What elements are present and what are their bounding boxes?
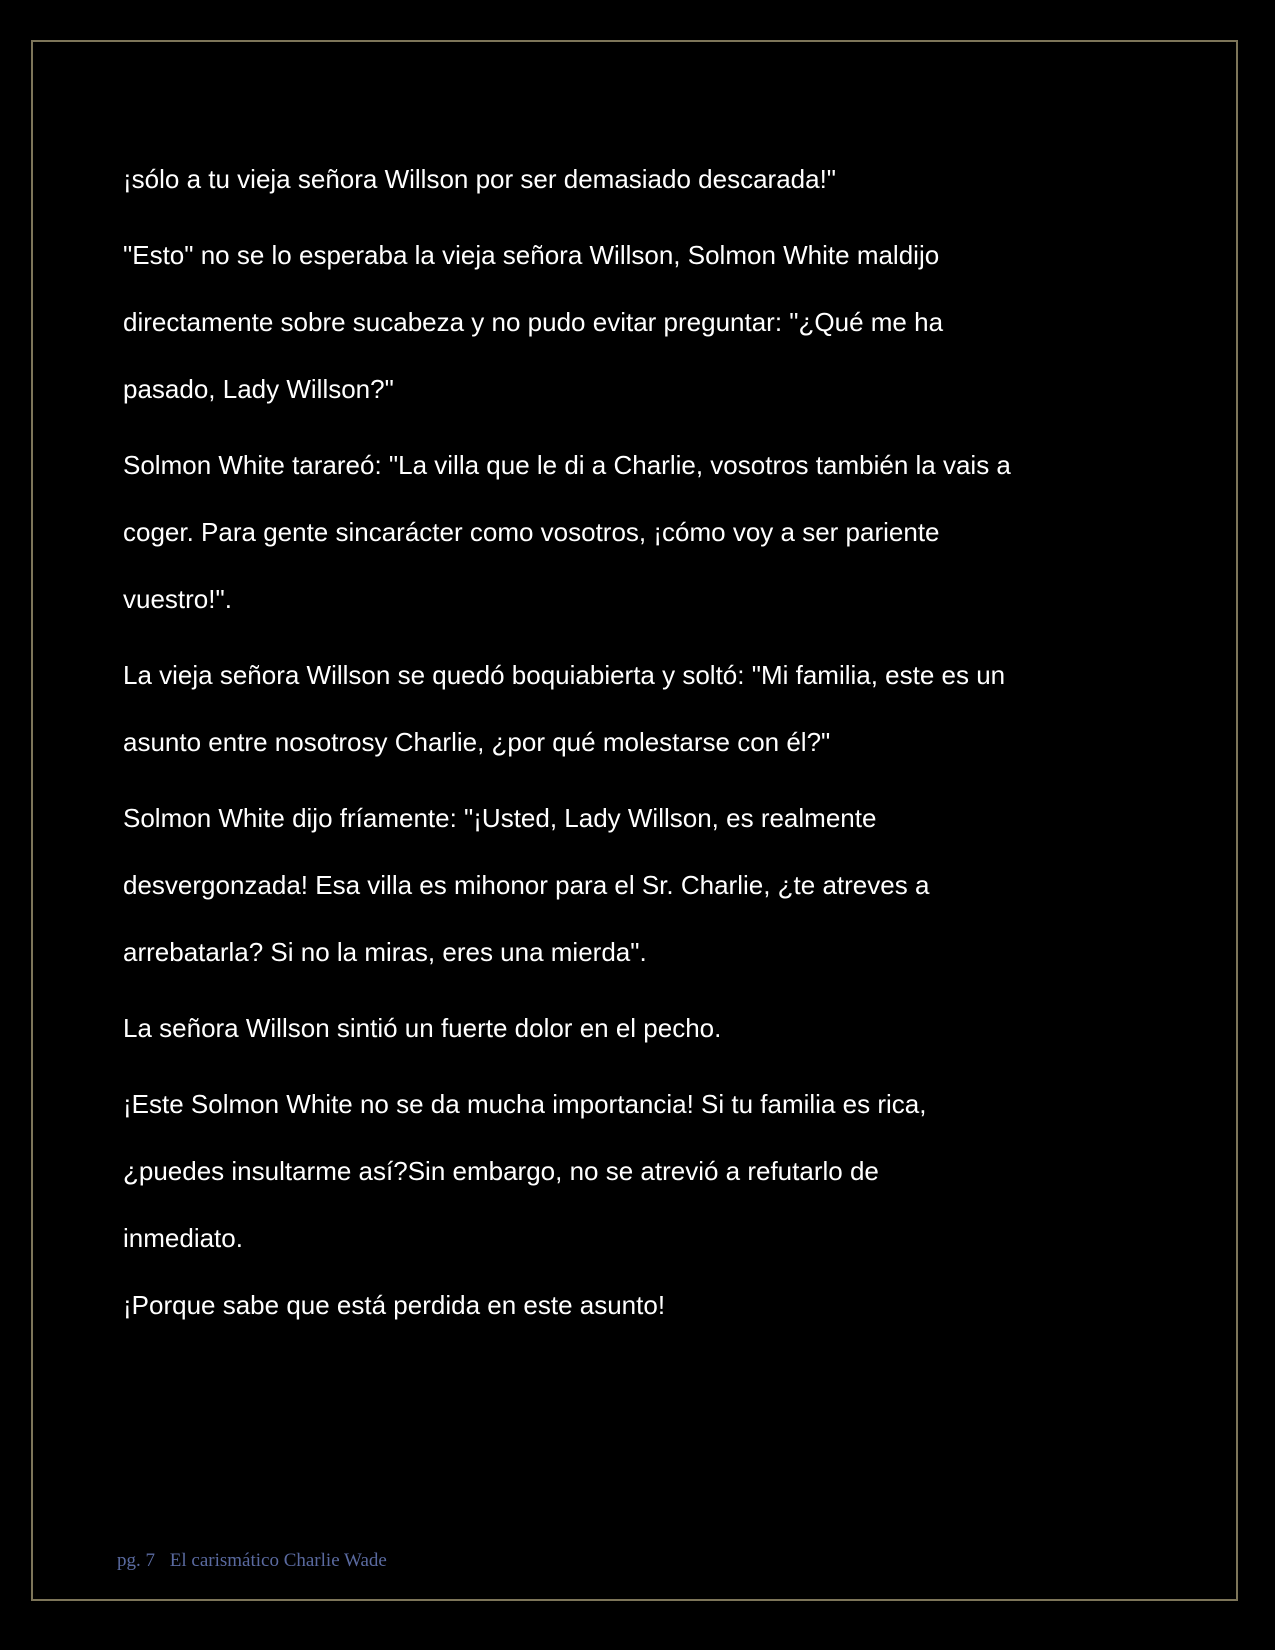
text-line: ¡Este Solmon White no se da mucha importancia! Si tu familia es rica,: [123, 1089, 927, 1119]
text-line: Solmon White dijo fríamente: "¡Usted, Lady Willson, es realmente: [123, 803, 877, 833]
paragraph: [123, 642, 1143, 776]
text-line: La señora Willson sintió un fuerte dolor en el pecho.: [123, 1013, 722, 1043]
text-line: directamente sobre sucabeza y no pudo evitar preguntar: "¿Qué me ha: [123, 307, 944, 337]
text-line: asunto entre nosotrosy Charlie, ¿por qué molestarse con él?": [123, 727, 831, 757]
book-title: El carismático Charlie Wade: [169, 1550, 387, 1571]
text-line: Solmon White tarareó: "La villa que le di a Charlie, vosotros también la vais a: [123, 450, 1011, 480]
text-line: La vieja señora Willson se quedó boquiabierta y soltó: "Mi familia, este es un: [123, 660, 1006, 690]
text-line: pasado, Lady Willson?": [123, 374, 394, 404]
text-line: "Esto" no se lo esperaba la vieja señora Willson, Solmon White maldijo: [123, 240, 940, 270]
text-line: vuestro!".: [123, 584, 232, 614]
text-line: inmediato.: [123, 1223, 243, 1253]
page-number: pg. 7: [117, 1550, 155, 1571]
text-line: arrebatarla? Si no la miras, eres una mierda".: [123, 937, 647, 967]
text-line: ¡sólo a tu vieja señora Willson por ser demasiado descarada!": [123, 164, 837, 194]
text-line: desvergonzada! Esa villa es mihonor para el Sr. Charlie, ¿te atreves a: [123, 870, 930, 900]
paragraph: [123, 432, 1143, 633]
paragraph: [123, 1071, 1143, 1272]
paragraph: [123, 1272, 1143, 1339]
paragraph: [123, 995, 1143, 1062]
paragraph: [123, 785, 1143, 986]
paragraph: [123, 146, 1143, 213]
text-line: coger. Para gente sincarácter como vosotros, ¡cómo voy a ser pariente: [123, 517, 940, 547]
text-line: ¿puedes insultarme así?Sin embargo, no se atrevió a refutarlo de: [123, 1156, 879, 1186]
page-footer: [117, 1550, 387, 1572]
paragraph: [123, 222, 1143, 423]
text-line: ¡Porque sabe que está perdida en este asunto!: [123, 1290, 666, 1320]
document-body: [123, 146, 1143, 1348]
